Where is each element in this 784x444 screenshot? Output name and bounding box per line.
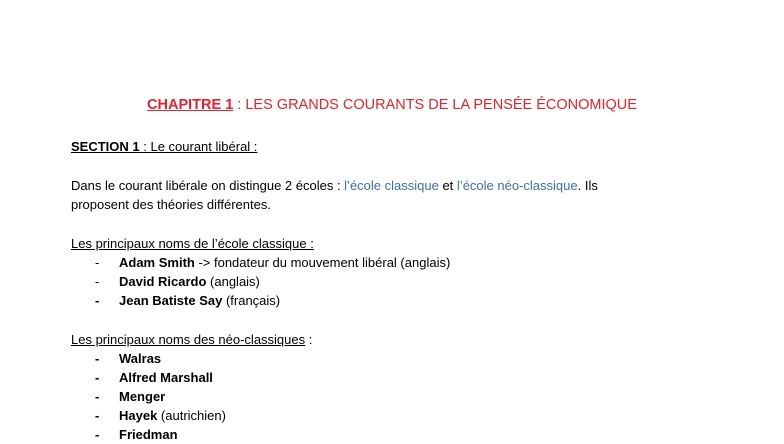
list-item	[95, 272, 260, 291]
neoclassique-heading	[71, 330, 312, 349]
page-title	[0, 97, 784, 113]
economist-note: (français)	[222, 293, 281, 308]
list-item	[95, 253, 450, 272]
economist-name: Jean Batiste Say	[119, 293, 223, 308]
neoclassique-heading-text: Les principaux noms des néo-classiques	[71, 332, 306, 347]
intro-paragraph-line-1	[71, 176, 598, 195]
economist-name: Adam Smith	[119, 255, 195, 270]
economist-name: Hayek	[119, 408, 158, 423]
neoclassique-heading-suffix: :	[305, 332, 313, 347]
bullet-dash: -	[95, 427, 100, 442]
intro-between: et	[438, 178, 457, 193]
section-heading	[71, 137, 257, 156]
bullet-dash: -	[95, 293, 100, 308]
list-item	[95, 368, 213, 387]
title-text: LES GRANDS COURANTS DE LA PENSÉE ÉCONOMIQUE	[245, 97, 637, 113]
list-item	[95, 387, 165, 406]
economist-name: Alfred Marshall	[119, 370, 213, 385]
economist-name: Friedman	[119, 427, 178, 442]
classique-heading-suffix: :	[306, 236, 314, 251]
economist-note: (anglais)	[206, 274, 260, 289]
section-label: SECTION 1	[71, 139, 140, 154]
economist-note: (autrichien)	[157, 408, 226, 423]
intro-paragraph-line-2: proposent des théories différentes.	[71, 197, 271, 212]
list-item	[95, 425, 178, 444]
bullet-dash: -	[95, 370, 100, 385]
title-separator: :	[233, 97, 246, 113]
intro-after: . Ils	[577, 178, 598, 193]
section-text: : Le courant libéral :	[139, 139, 258, 154]
economist-name: Walras	[119, 351, 162, 366]
economist-name: Menger	[119, 389, 166, 404]
bullet-dash: -	[95, 408, 100, 423]
ecole-classique-term: l’école classique	[344, 178, 439, 193]
bullet-dash: -	[95, 389, 100, 404]
classique-heading-text: Les principaux noms de l’école classique	[71, 236, 307, 251]
classique-heading	[71, 234, 314, 253]
bullet-dash: -	[95, 255, 100, 270]
ecole-neo-classique-term: l’école néo-classique	[456, 178, 578, 193]
bullet-dash: -	[95, 274, 100, 289]
bullet-dash: -	[95, 351, 100, 366]
chapter-label: CHAPITRE 1	[147, 97, 234, 113]
economist-note: -> fondateur du mouvement libéral (anglais)	[194, 255, 451, 270]
list-item	[95, 406, 226, 425]
list-item	[95, 349, 161, 368]
intro-before: Dans le courant libérale on distingue 2 écoles :	[71, 178, 345, 193]
list-item	[95, 291, 280, 310]
economist-name: David Ricardo	[119, 274, 207, 289]
